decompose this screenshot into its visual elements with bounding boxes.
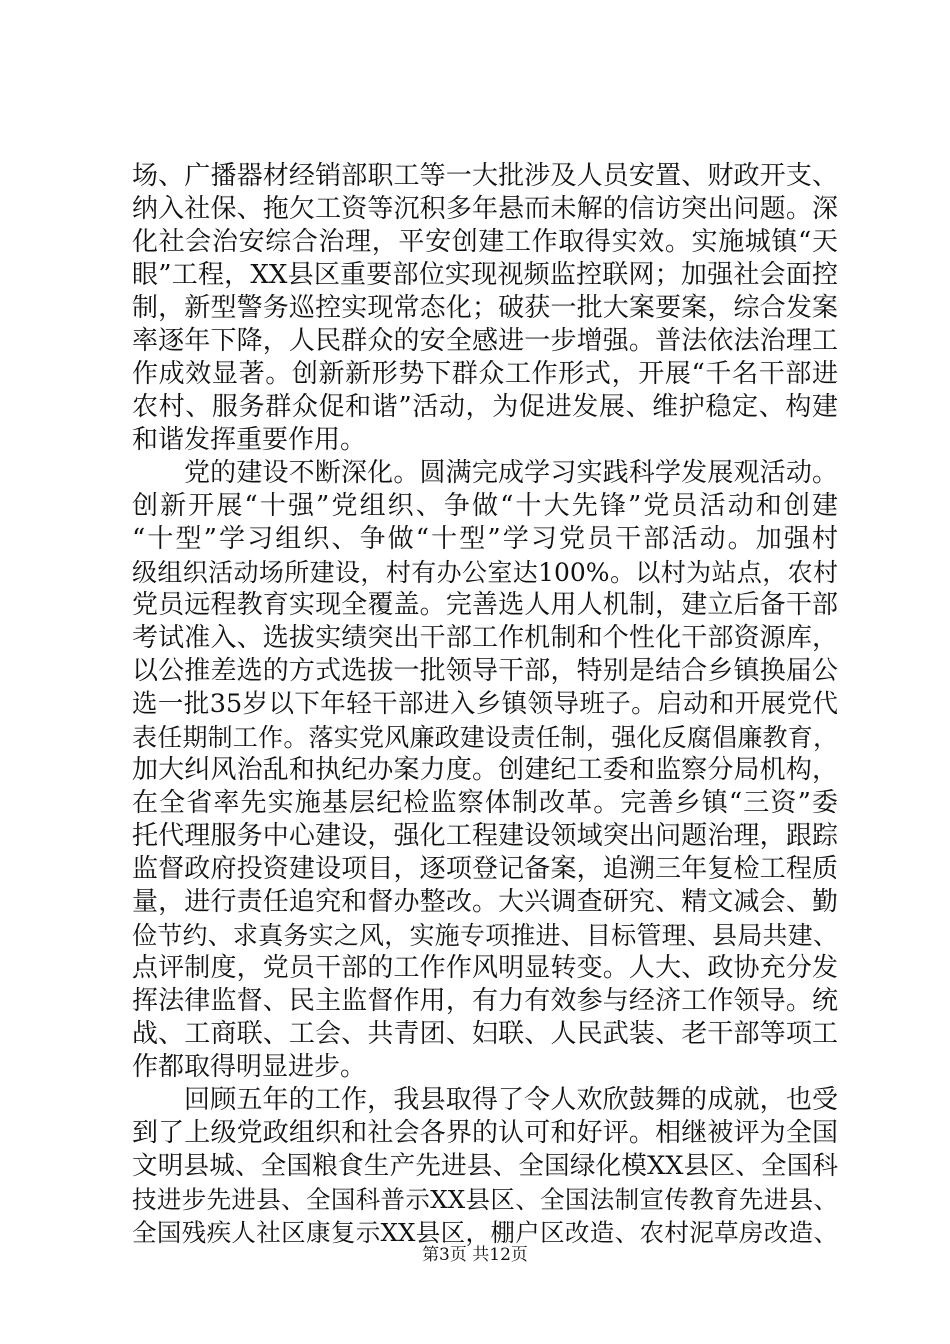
text-line: 农村、服务群众促和谐”活动，为促进发展、维护稳定、构建: [132, 392, 838, 422]
text-line: 场、广播器材经销部职工等一大批涉及人员安置、财政开支、: [132, 161, 838, 191]
text-line: 在全省率先实施基层纪检监察体制改革。完善乡镇“三资”委: [132, 788, 838, 818]
text-line: 点评制度，党员干部的工作作风明显转变。人大、政协充分发: [132, 953, 838, 983]
text-line: 技进步先进县、全国科普示XX县区、全国法制宣传教育先进县、: [132, 1185, 838, 1214]
text-line: 加大纠风治乱和执纪办案力度。创建纪工委和监察分局机构，: [132, 755, 838, 785]
text-line: 创新开展“十强”党组织、争做“十大先锋”党员活动和创建: [132, 491, 838, 521]
text-line: 党的建设不断深化。圆满完成学习实践科学发展观活动。: [184, 458, 838, 488]
text-line: 战、工商联、工会、共青团、妇联、人民武装、老干部等项工: [132, 1019, 838, 1049]
document-body: [132, 160, 838, 1249]
text-line: 表任期制工作。落实党风廉政建设责任制，强化反腐倡廉教育，: [132, 723, 838, 752]
text-line: 托代理服务中心建设，强化工程建设领域突出问题治理，跟踪: [132, 821, 838, 851]
page-footer: 第3页 共12页: [422, 1245, 528, 1265]
text-line: 和谐发挥重要作用。: [132, 425, 367, 455]
text-line: “十型”学习组织、争做“十型”学习党员干部活动。加强村: [132, 524, 838, 554]
text-line: 以公推差选的方式选拔一批领导干部，特别是结合乡镇换届公: [132, 656, 838, 686]
text-line: 全国残疾人社区康复示XX县区，棚户区改造、农村泥草房改造、: [132, 1218, 838, 1247]
text-line: 作都取得明显进步。: [132, 1052, 367, 1082]
text-line: 党员远程教育实现全覆盖。完善选人用人机制，建立后备干部: [132, 590, 838, 620]
text-line: 级组织活动场所建设，村有办公室达100%。以村为站点，农村: [132, 558, 838, 587]
text-line: 量，进行责任追究和督办整改。大兴调查研究、精文减会、勤: [132, 887, 838, 917]
text-line: 文明县城、全国粮食生产先进县、全国绿化模XX县区、全国科: [132, 1151, 838, 1181]
text-line: 到了上级党政组织和社会各界的认可和好评。相继被评为全国: [132, 1118, 838, 1148]
text-line: 俭节约、求真务实之风，实施专项推进、目标管理、县局共建、: [132, 921, 838, 950]
text-line: 化社会治安综合治理，平安创建工作取得实效。实施城镇“天: [132, 227, 838, 257]
text-line: 作成效显著。创新新形势下群众工作形式，开展“千名干部进: [132, 359, 838, 389]
text-line: 挥法律监督、民主监督作用，有力有效参与经济工作领导。统: [132, 986, 838, 1016]
text-line: 回顾五年的工作，我县取得了令人欢欣鼓舞的成就，也受: [184, 1085, 838, 1115]
text-line: 率逐年下降，人民群众的安全感进一步增强。普法依法治理工: [132, 326, 838, 356]
text-line: 选一批35岁以下年轻干部进入乡镇领导班子。启动和开展党代: [132, 689, 838, 719]
text-line: 纳入社保、拖欠工资等沉积多年悬而未解的信访突出问题。深: [132, 194, 838, 224]
text-line: 考试准入、选拔实绩突出干部工作机制和个性化干部资源库，: [132, 623, 838, 653]
text-line: 眼”工程，XX县区重要部位实现视频监控联网；加强社会面控: [132, 260, 838, 290]
text-line: 监督政府投资建设项目，逐项登记备案，追溯三年复检工程质: [132, 854, 838, 884]
text-line: 制，新型警务巡控实现常态化；破获一批大案要案，综合发案: [132, 293, 838, 323]
